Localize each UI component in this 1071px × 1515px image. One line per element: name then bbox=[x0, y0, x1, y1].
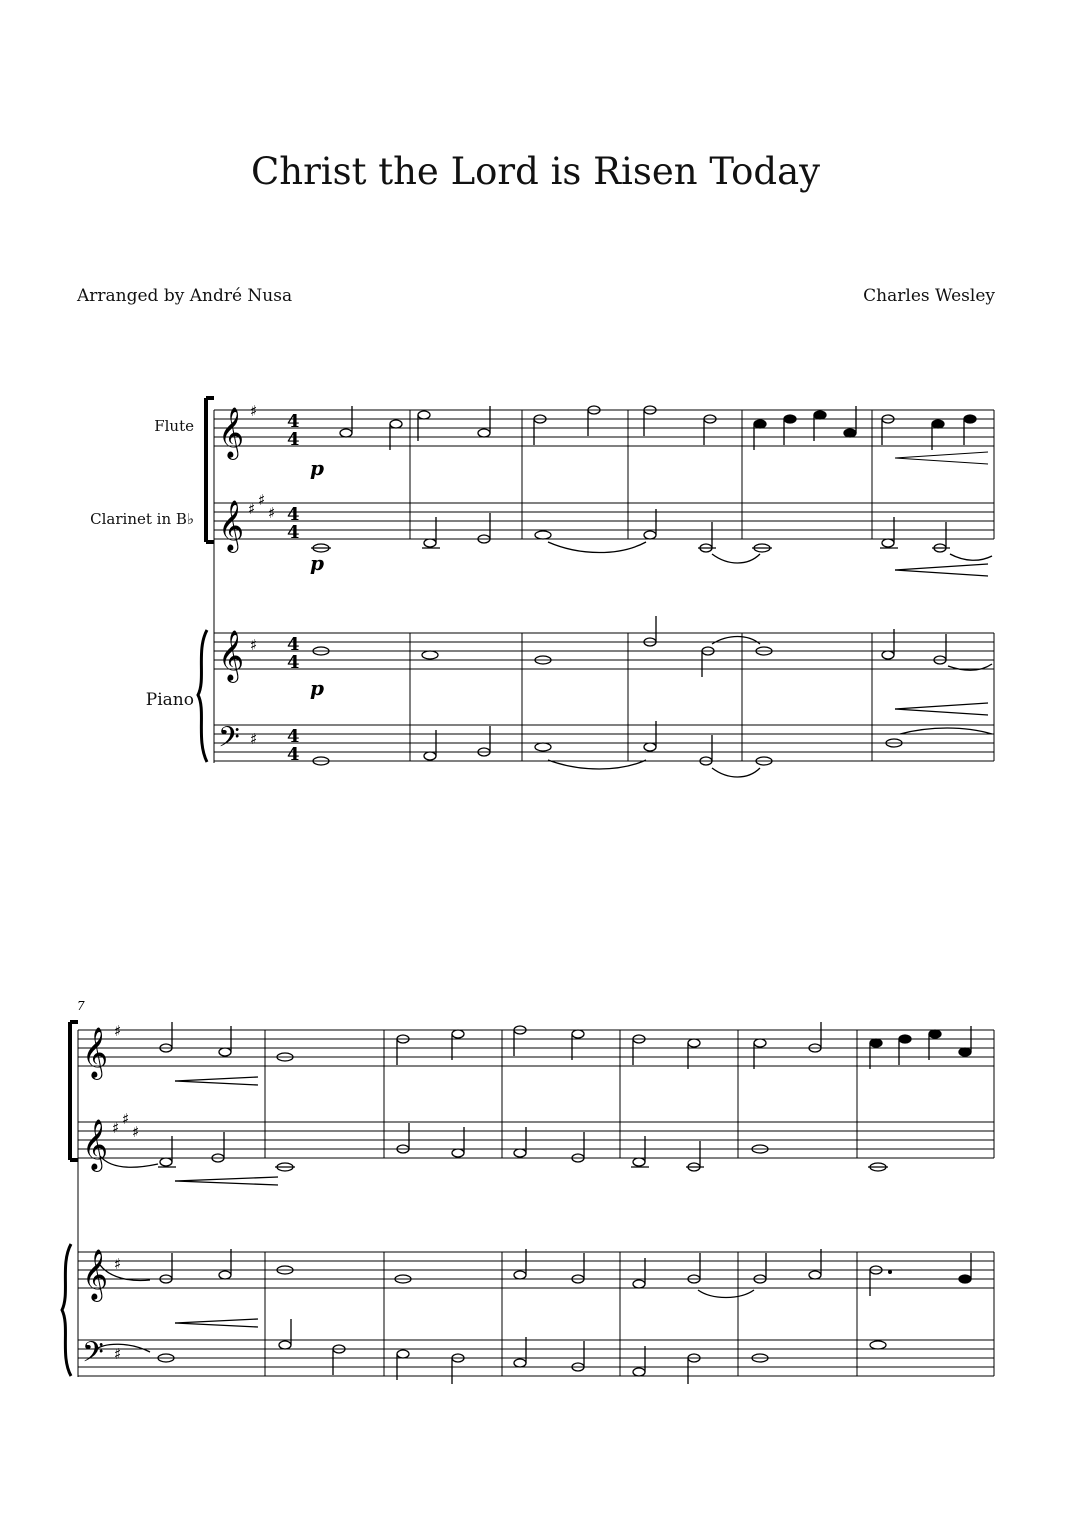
sharp-icon: ♯ bbox=[132, 1123, 140, 1141]
sharp-icon: ♯ bbox=[114, 1255, 122, 1273]
treble-clef-icon: 𝄞 bbox=[82, 1249, 109, 1300]
svg-text:4: 4 bbox=[287, 411, 300, 432]
dynamic-piano: p bbox=[310, 676, 324, 700]
composer-credit: Charles Wesley bbox=[863, 286, 995, 306]
piano-lh-notes-system1 bbox=[313, 721, 992, 777]
treble-clef-icon: 𝄞 bbox=[82, 1027, 109, 1078]
time-signatures bbox=[287, 411, 300, 765]
clarinet-notes-system2 bbox=[100, 1123, 888, 1185]
piano-label: Piano bbox=[145, 690, 194, 710]
flute-staff bbox=[214, 410, 994, 446]
clarinet-staff bbox=[214, 503, 994, 539]
dynamic-piano: p bbox=[310, 551, 324, 575]
sharp-icon: ♯ bbox=[122, 1110, 130, 1128]
winds-bracket bbox=[70, 1022, 78, 1160]
barlines-system2 bbox=[265, 1030, 994, 1376]
svg-text:4: 4 bbox=[287, 504, 300, 525]
treble-clef-icon: 𝄞 bbox=[218, 407, 245, 458]
flute-label: Flute bbox=[154, 417, 194, 435]
sharp-icon: ♯ bbox=[250, 636, 258, 654]
piano-lh-notes-system2 bbox=[95, 1319, 886, 1384]
bass-clef-icon: 𝄢 bbox=[82, 1336, 104, 1376]
measure-number: 7 bbox=[77, 999, 85, 1013]
crescendo-hairpin bbox=[895, 452, 988, 464]
score-title: Christ the Lord is Risen Today bbox=[250, 150, 821, 193]
sharp-icon: ♯ bbox=[114, 1345, 122, 1363]
clarinet-notes-system1 bbox=[311, 509, 992, 576]
sharp-icon: ♯ bbox=[250, 730, 258, 748]
svg-text:4: 4 bbox=[287, 522, 300, 543]
winds-bracket bbox=[206, 398, 214, 542]
sharp-icon: ♯ bbox=[248, 500, 256, 518]
clarinet-label: Clarinet in B♭ bbox=[90, 510, 194, 528]
sharp-icon: ♯ bbox=[268, 504, 276, 522]
sharp-icon: ♯ bbox=[114, 1022, 122, 1040]
sharp-icon: ♯ bbox=[250, 402, 258, 420]
svg-text:4: 4 bbox=[287, 634, 300, 655]
svg-text:4: 4 bbox=[287, 744, 300, 765]
sharp-icon: ♯ bbox=[112, 1119, 120, 1137]
sharp-icon: ♯ bbox=[258, 491, 266, 509]
svg-text:4: 4 bbox=[287, 429, 300, 450]
bass-clef-icon: 𝄢 bbox=[218, 721, 240, 761]
piano-brace bbox=[198, 630, 207, 762]
piano-bass-staff bbox=[214, 725, 994, 761]
svg-text:4: 4 bbox=[287, 726, 300, 747]
treble-clef-icon: 𝄞 bbox=[218, 500, 245, 551]
treble-clef-icon: 𝄞 bbox=[82, 1119, 109, 1170]
dynamic-piano: p bbox=[310, 456, 324, 480]
piano-rh-notes-system1 bbox=[313, 616, 992, 715]
piano-treble-staff bbox=[214, 633, 994, 669]
svg-text:4: 4 bbox=[287, 652, 300, 673]
arranger-credit: Arranged by André Nusa bbox=[77, 286, 293, 306]
dotted-note-dot bbox=[888, 1270, 892, 1274]
treble-clef-icon: 𝄞 bbox=[218, 630, 245, 681]
piano-brace bbox=[62, 1244, 71, 1376]
flute-notes-system2 bbox=[160, 1022, 821, 1085]
